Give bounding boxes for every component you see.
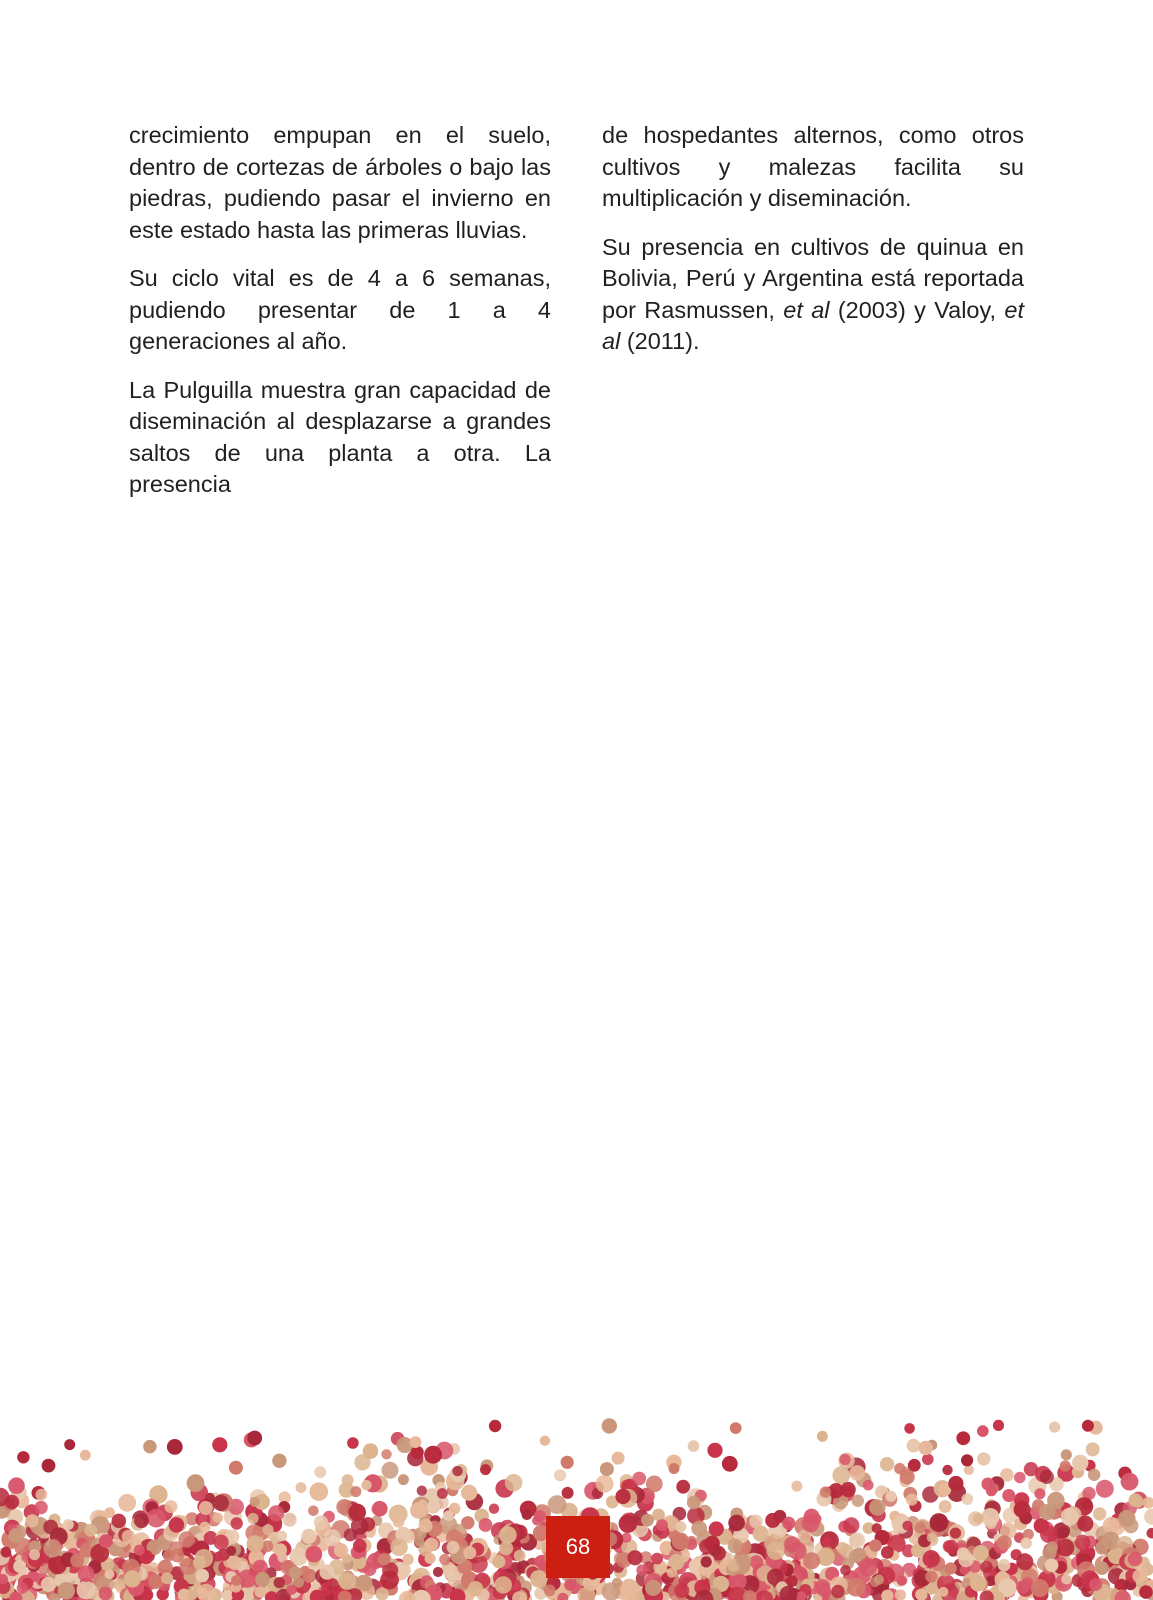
quinoa-grain (852, 1495, 864, 1507)
quinoa-grain (554, 1469, 566, 1481)
quinoa-grain (820, 1486, 831, 1497)
quinoa-grain (424, 1538, 438, 1552)
quinoa-grain (1132, 1569, 1146, 1583)
quinoa-grain (289, 1566, 302, 1579)
quinoa-grain (499, 1541, 513, 1555)
quinoa-grain (439, 1554, 450, 1565)
quinoa-grain (612, 1452, 625, 1465)
quinoa-grain (305, 1546, 322, 1563)
quinoa-grain (375, 1587, 388, 1600)
quinoa-grain (973, 1513, 984, 1524)
quinoa-grain (314, 1515, 328, 1529)
quinoa-grain (324, 1529, 341, 1546)
quinoa-grain (656, 1519, 668, 1531)
quinoa-grain (417, 1486, 427, 1496)
quinoa-grain (443, 1510, 454, 1521)
quinoa-grain (667, 1567, 677, 1577)
quinoa-grain (564, 1579, 576, 1591)
quinoa-grain (149, 1574, 164, 1589)
quinoa-grain (43, 1520, 58, 1535)
quinoa-grain (730, 1422, 742, 1434)
quinoa-grain (268, 1505, 284, 1521)
quinoa-grain (118, 1494, 136, 1512)
quinoa-grain (410, 1436, 422, 1448)
quinoa-grain (250, 1497, 260, 1507)
quinoa-grain (199, 1501, 213, 1515)
quinoa-grain (480, 1464, 491, 1475)
quinoa-grain (390, 1539, 408, 1557)
quinoa-grain (213, 1552, 223, 1562)
quinoa-grain (843, 1517, 859, 1533)
quinoa-grain (342, 1474, 354, 1486)
quinoa-grain (433, 1567, 443, 1577)
quinoa-grain (255, 1586, 266, 1597)
quinoa-grain (70, 1554, 84, 1568)
quinoa-grain (489, 1420, 501, 1432)
quinoa-grain (816, 1579, 831, 1594)
quinoa-grain (522, 1509, 533, 1520)
quinoa-grain (353, 1539, 367, 1553)
quinoa-grain (167, 1439, 183, 1455)
quinoa-grain (939, 1500, 952, 1513)
quinoa-grain (44, 1539, 62, 1557)
quinoa-grain (1014, 1501, 1031, 1518)
left-text-column (129, 120, 551, 518)
quinoa-grain (1060, 1460, 1071, 1471)
quinoa-grain (274, 1577, 285, 1588)
quinoa-grain (350, 1486, 361, 1497)
quinoa-grain (80, 1450, 91, 1461)
presence-text-b: (2003) y Valoy, (829, 296, 1005, 323)
quinoa-grain (1034, 1488, 1045, 1499)
presence-text-c: (2011). (620, 328, 700, 354)
quinoa-grain (314, 1466, 326, 1478)
quinoa-grain (380, 1571, 399, 1590)
quinoa-grain (880, 1457, 894, 1471)
quinoa-grain (143, 1440, 156, 1453)
quinoa-grain (784, 1536, 800, 1552)
quinoa-grain (1096, 1480, 1114, 1498)
quinoa-grain (707, 1443, 722, 1458)
quinoa-grain (562, 1487, 574, 1499)
quinoa-grain (124, 1570, 141, 1587)
quinoa-grain (1061, 1508, 1079, 1526)
quinoa-grain (372, 1501, 388, 1517)
right-text-column (602, 120, 1024, 375)
quinoa-grain (255, 1572, 270, 1587)
quinoa-grain (468, 1581, 483, 1596)
quinoa-grain (381, 1449, 391, 1459)
quinoa-grain (36, 1489, 48, 1501)
quinoa-grain (1144, 1509, 1153, 1525)
citation-et-al-1: et al (783, 296, 830, 323)
quinoa-grain (945, 1562, 957, 1574)
quinoa-grain (839, 1454, 850, 1465)
quinoa-grain (410, 1502, 426, 1518)
quinoa-grain (1082, 1420, 1094, 1432)
quinoa-grain (840, 1565, 851, 1576)
quinoa-grain (872, 1523, 882, 1533)
quinoa-grain (923, 1550, 940, 1567)
quinoa-grain (1020, 1537, 1032, 1549)
quinoa-grain (447, 1541, 460, 1554)
quinoa-grain (1123, 1518, 1138, 1533)
quinoa-grain (831, 1585, 844, 1598)
paragraph-hosts: de hospedantes alternos, como otros cultivos y malezas facilita su multiplicación y diseminación. (602, 122, 1024, 211)
quinoa-grain (821, 1537, 831, 1547)
quinoa-grain (1121, 1473, 1139, 1491)
quinoa-grain (1139, 1585, 1153, 1599)
quinoa-grain (977, 1425, 989, 1437)
paragraph-dissemination: La Pulguilla muestra gran capacidad de diseminación al desplazarse a grandes saltos de una planta a otra. La presencia (129, 376, 551, 497)
quinoa-grain (78, 1565, 95, 1582)
quinoa-grain (1061, 1449, 1072, 1460)
quinoa-grain (64, 1439, 75, 1450)
quinoa-grain (1024, 1462, 1038, 1476)
quinoa-grain (479, 1518, 493, 1532)
quinoa-grain (925, 1571, 937, 1583)
quinoa-grain (26, 1514, 39, 1527)
quinoa-grain (900, 1469, 915, 1484)
quinoa-grain (977, 1452, 990, 1465)
quinoa-grain (674, 1583, 689, 1598)
quinoa-grain (319, 1564, 334, 1579)
quinoa-grain (956, 1431, 970, 1445)
quinoa-grain (728, 1515, 745, 1532)
quinoa-grain (534, 1510, 546, 1522)
quinoa-grain (863, 1480, 874, 1491)
quinoa-grain (993, 1420, 1004, 1431)
quinoa-grain (84, 1524, 97, 1537)
quinoa-grain (452, 1466, 462, 1476)
quinoa-grain (907, 1439, 921, 1453)
quinoa-grain (1088, 1469, 1100, 1481)
paragraph-presence (602, 232, 1024, 358)
quinoa-grain (193, 1556, 206, 1569)
quinoa-grain (701, 1556, 712, 1567)
quinoa-grain (942, 1465, 952, 1475)
quinoa-grain (112, 1514, 127, 1529)
quinoa-grain (651, 1553, 663, 1565)
quinoa-grain (1040, 1470, 1054, 1484)
quinoa-grain (17, 1451, 29, 1463)
quinoa-grain (902, 1521, 912, 1531)
quinoa-grain (1147, 1528, 1153, 1539)
quinoa-grain (276, 1531, 287, 1542)
quinoa-grain (675, 1521, 686, 1532)
quinoa-grain (308, 1506, 319, 1517)
quinoa-grain (1061, 1574, 1072, 1585)
quinoa-grain (8, 1477, 25, 1494)
quinoa-grain (1089, 1578, 1102, 1591)
citation-et-al-2: et al (602, 296, 1024, 354)
quinoa-grain (231, 1517, 243, 1529)
quinoa-grain (42, 1459, 56, 1473)
quinoa-grain (296, 1482, 307, 1493)
quinoa-grain (986, 1485, 997, 1496)
quinoa-grain (849, 1465, 865, 1481)
quinoa-grain (612, 1578, 622, 1588)
quinoa-grain (803, 1552, 820, 1569)
quinoa-grain (914, 1522, 926, 1534)
quinoa-grain (1075, 1535, 1091, 1551)
quinoa-grain (709, 1521, 724, 1536)
quinoa-grain (403, 1554, 414, 1565)
quinoa-grain (885, 1491, 896, 1502)
quinoa-grain (964, 1465, 974, 1475)
quinoa-grain (645, 1580, 661, 1596)
quinoa-grain (382, 1462, 399, 1479)
quinoa-grain (904, 1423, 915, 1434)
quinoa-grain (540, 1436, 550, 1446)
quinoa-grain (287, 1585, 297, 1595)
quinoa-grain (691, 1521, 707, 1537)
quinoa-grain (1077, 1516, 1093, 1532)
quinoa-grain (164, 1500, 177, 1513)
quinoa-grain (499, 1526, 517, 1544)
quinoa-grain (378, 1553, 390, 1565)
quinoa-grain (699, 1539, 714, 1554)
quinoa-grain (495, 1576, 512, 1593)
quinoa-grain (998, 1559, 1011, 1572)
quinoa-grain (669, 1463, 680, 1474)
quinoa-grain (1, 1547, 12, 1558)
quinoa-grain (134, 1513, 149, 1528)
quinoa-grain (348, 1504, 366, 1522)
quinoa-grain (970, 1575, 987, 1592)
quinoa-grain (425, 1553, 436, 1564)
quinoa-grain (530, 1570, 548, 1588)
quinoa-grain (301, 1529, 316, 1544)
quinoa-grain (344, 1528, 357, 1541)
quinoa-grain (13, 1560, 26, 1573)
quinoa-grain (1045, 1558, 1059, 1572)
quinoa-grain (231, 1575, 242, 1586)
quinoa-grain (444, 1564, 460, 1580)
quinoa-grain (134, 1545, 145, 1556)
quinoa-grain (77, 1580, 96, 1599)
quinoa-grain (1002, 1489, 1015, 1502)
quinoa-grain (461, 1485, 477, 1501)
quinoa-grain (753, 1526, 769, 1542)
quinoa-grain (939, 1587, 949, 1597)
quinoa-grain (229, 1461, 243, 1475)
quinoa-grain (906, 1494, 918, 1506)
quinoa-grain (99, 1534, 113, 1548)
quinoa-grain (1046, 1541, 1058, 1553)
quinoa-grain (817, 1431, 828, 1442)
quinoa-grain (646, 1476, 663, 1493)
quinoa-grain (602, 1418, 617, 1433)
quinoa-grain (1093, 1507, 1106, 1520)
quinoa-grain (688, 1440, 700, 1452)
quinoa-grain (356, 1575, 373, 1592)
paragraph-pupation: crecimiento empupan en el suelo, dentro de cortezas de árboles o bajo las piedras, pudiendo pasar el invierno en este estado hasta las primeras lluvias. (129, 122, 551, 243)
quinoa-grain (195, 1569, 209, 1583)
quinoa-grain (1132, 1496, 1144, 1508)
quinoa-grain (1014, 1472, 1026, 1484)
quinoa-grain (676, 1480, 690, 1494)
quinoa-grain (1086, 1442, 1100, 1456)
quinoa-grain (247, 1513, 258, 1524)
quinoa-grain (980, 1561, 992, 1573)
quinoa-grain (958, 1552, 974, 1568)
quinoa-grain (1040, 1526, 1057, 1543)
quinoa-grain (927, 1532, 937, 1542)
quinoa-grain (832, 1466, 850, 1484)
quinoa-grain (930, 1513, 949, 1532)
quinoa-grain (973, 1545, 989, 1561)
quinoa-grain (199, 1522, 210, 1533)
quinoa-grain (802, 1515, 820, 1533)
quinoa-grain (961, 1454, 973, 1466)
quinoa-grain (310, 1482, 329, 1501)
quinoa-grain (169, 1517, 185, 1533)
quinoa-grain (944, 1540, 958, 1554)
quinoa-grain (869, 1499, 886, 1516)
quinoa-grain (492, 1555, 505, 1568)
quinoa-grain (17, 1582, 28, 1593)
page-number: 68 (546, 1516, 610, 1578)
quinoa-grain (1128, 1552, 1143, 1567)
quinoa-grain (29, 1549, 40, 1560)
quinoa-grain (34, 1501, 47, 1514)
quinoa-grain (791, 1481, 802, 1492)
quinoa-grain (187, 1589, 198, 1600)
quinoa-grain (600, 1462, 614, 1476)
quinoa-grain (363, 1443, 379, 1459)
quinoa-grain (8, 1528, 23, 1543)
quinoa-grain (786, 1575, 798, 1587)
quinoa-grain (1049, 1422, 1060, 1433)
quinoa-grain (950, 1528, 961, 1539)
quinoa-grain (1031, 1579, 1049, 1597)
quinoa-grain (1016, 1553, 1033, 1570)
quinoa-grain (981, 1508, 999, 1526)
quinoa-grain (247, 1535, 264, 1552)
quinoa-grain (627, 1550, 642, 1565)
quinoa-grain (247, 1431, 262, 1446)
quinoa-grain (419, 1519, 433, 1533)
quinoa-grain (619, 1514, 638, 1533)
quinoa-grain (615, 1489, 630, 1504)
quinoa-grain (548, 1495, 567, 1514)
quinoa-grain (750, 1555, 764, 1569)
quinoa-grain (398, 1474, 409, 1485)
quinoa-grain (214, 1535, 229, 1550)
quinoa-grain (463, 1546, 476, 1559)
quinoa-grain (636, 1564, 647, 1575)
quinoa-grain (728, 1539, 743, 1554)
quinoa-grain (263, 1524, 274, 1535)
quinoa-grain (272, 1454, 286, 1468)
quinoa-grain (147, 1509, 166, 1528)
quinoa-grain (437, 1488, 448, 1499)
quinoa-grain (1095, 1561, 1109, 1575)
quinoa-grain (1056, 1539, 1074, 1557)
quinoa-grain (170, 1549, 184, 1563)
quinoa-grain (393, 1516, 405, 1528)
quinoa-grain (1103, 1517, 1120, 1534)
quinoa-grain (302, 1569, 316, 1583)
quinoa-grain (641, 1514, 654, 1527)
quinoa-grain (596, 1475, 614, 1493)
quinoa-grain (63, 1519, 74, 1530)
quinoa-grain (361, 1480, 371, 1490)
quinoa-grain (687, 1496, 701, 1510)
quinoa-grain (99, 1587, 113, 1600)
quinoa-grain (722, 1456, 738, 1472)
quinoa-grain (544, 1585, 556, 1597)
quinoa-grain (1047, 1492, 1065, 1510)
quinoa-grain (283, 1513, 297, 1527)
quinoa-grain (736, 1554, 751, 1569)
quinoa-grain (859, 1558, 878, 1577)
quinoa-grain (874, 1575, 884, 1585)
quinoa-grain (505, 1474, 523, 1492)
quinoa-grain (122, 1530, 136, 1544)
presence-text-a: Su presencia en cultivos de quinua en Bolivia, Perú y Argentina está reportada por Rasmussen, (602, 233, 1024, 323)
quinoa-grain (632, 1472, 646, 1486)
quinoa-grain (41, 1577, 56, 1592)
quinoa-grain (274, 1543, 287, 1556)
quinoa-grain (178, 1531, 194, 1547)
quinoa-grain (849, 1532, 865, 1548)
quinoa-grain (561, 1456, 574, 1469)
quinoa-grain (672, 1533, 690, 1551)
quinoa-grain (424, 1446, 442, 1464)
quinoa-grain (187, 1474, 205, 1492)
quinoa-grain (161, 1572, 173, 1584)
quinoa-grain (919, 1441, 933, 1455)
quinoa-grain (881, 1546, 894, 1559)
quinoa-grain (782, 1517, 795, 1530)
quinoa-grain (948, 1476, 963, 1491)
quinoa-grain (1016, 1580, 1030, 1594)
quinoa-grain (213, 1513, 224, 1524)
quinoa-grain (212, 1437, 227, 1452)
quinoa-grain (213, 1495, 229, 1511)
quinoa-grain (922, 1454, 934, 1466)
quinoa-grain (997, 1535, 1012, 1550)
quinoa-grain (514, 1550, 526, 1562)
paragraph-life-cycle: Su ciclo vital es de 4 a 6 semanas, pudiendo presentar de 1 a 4 generaciones al año. (129, 265, 551, 354)
quinoa-grain (489, 1504, 499, 1514)
quinoa-grain (338, 1572, 356, 1590)
quinoa-grain (869, 1539, 882, 1552)
quinoa-grain (1072, 1455, 1088, 1471)
quinoa-grain (58, 1582, 75, 1599)
quinoa-grain (228, 1556, 242, 1570)
quinoa-grain (847, 1578, 866, 1597)
quinoa-grain (765, 1513, 780, 1528)
quinoa-grain (961, 1493, 973, 1505)
quinoa-grain (347, 1437, 359, 1449)
